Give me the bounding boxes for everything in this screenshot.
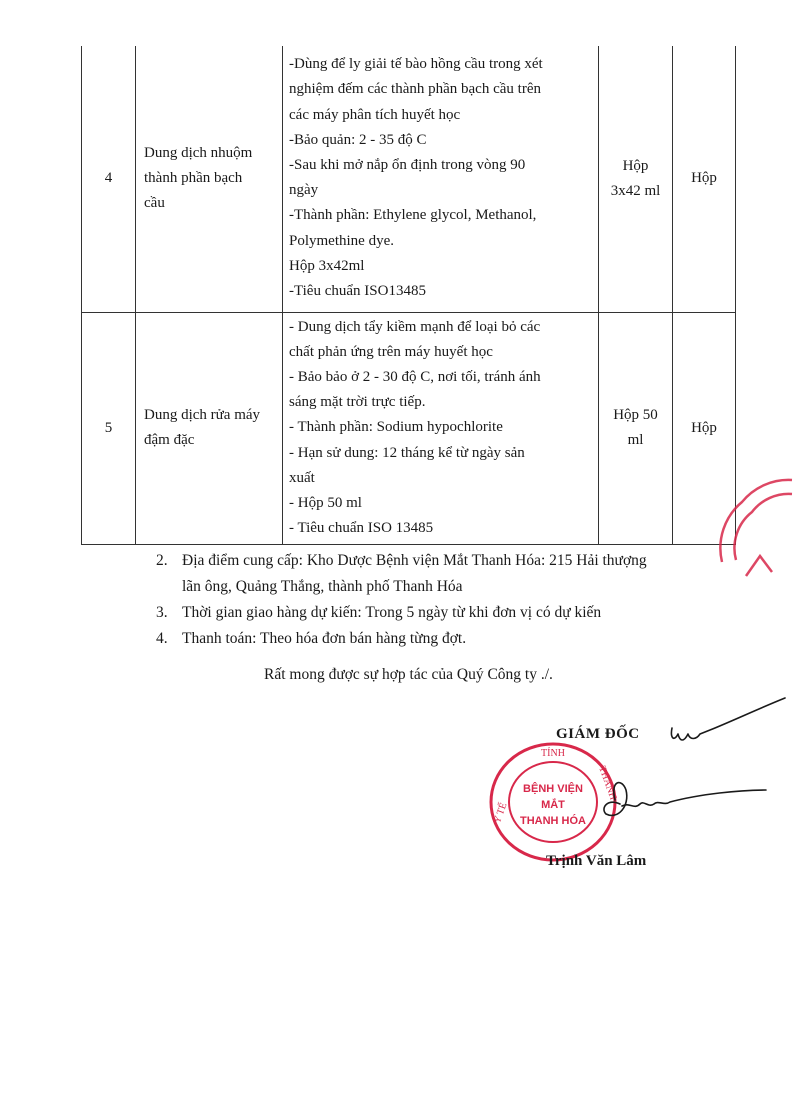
description-line: -Bảo quản: 2 - 35 độ C	[289, 131, 427, 148]
table-row	[82, 46, 736, 312]
unit: Hộp	[673, 312, 736, 545]
description-line: Polymethine dye.	[289, 232, 394, 249]
description-line: Hộp 3x42ml	[289, 257, 365, 274]
description-line: - Hộp 50 ml	[289, 494, 362, 511]
edge-stamp-fragment	[712, 472, 796, 582]
svg-text:THANH: THANH	[596, 764, 619, 802]
description-line: - Hạn sử dung: 12 tháng kể từ ngày sản	[289, 444, 525, 461]
items-table-body	[82, 46, 736, 545]
list-item-line: Thanh toán: Theo hóa đơn bán hàng từng đợt.	[182, 630, 467, 647]
signatory-name: Trịnh Văn Lâm	[546, 853, 647, 869]
product-description	[283, 46, 599, 312]
table-row	[82, 312, 736, 545]
packaging-line: Hộp 50	[613, 407, 658, 424]
product-name-line: Dung dịch nhuộm	[144, 144, 253, 161]
svg-text:Y TẾ: Y TẾ	[491, 801, 510, 826]
list-item	[156, 626, 756, 652]
description-line: - Bảo bảo ở 2 - 30 độ C, nơi tối, tránh ánh	[289, 368, 541, 385]
product-name-line: Dung dịch rửa máy	[144, 407, 261, 424]
list-item	[156, 548, 756, 600]
list-item-number: 4.	[156, 630, 168, 647]
product-name-line: đậm đặc	[144, 432, 195, 449]
packaging-line: Hộp	[622, 157, 649, 174]
description-line: -Tiêu chuẩn ISO13485	[289, 283, 426, 300]
row-number: 5	[82, 312, 136, 545]
svg-text:TỈNH: TỈNH	[541, 748, 565, 759]
description-line: - Tiêu chuẩn ISO 13485	[289, 520, 434, 537]
row-number: 4	[82, 46, 136, 312]
packaging	[599, 312, 673, 545]
stamp-line-3: THANH HÓA	[520, 815, 586, 827]
description-line: xuất	[289, 469, 315, 486]
terms-list	[156, 548, 756, 652]
description-line: nghiệm đếm các thành phần bạch cầu trên	[289, 81, 541, 98]
list-item-line: Thời gian giao hàng dự kiến: Trong 5 ngày từ khi đơn vị có dự kiến	[182, 604, 602, 621]
description-line: -Dùng để ly giải tế bào hồng cầu trong xét	[289, 56, 543, 73]
list-item-number: 2.	[156, 552, 168, 569]
description-line: các máy phân tích huyết học	[289, 106, 461, 123]
stamp-line-1: BỆNH VIỆN	[523, 783, 583, 795]
signature-title: GIÁM ĐỐC	[556, 726, 640, 742]
packaging	[599, 46, 673, 312]
description-line: ngày	[289, 182, 319, 199]
product-name	[136, 46, 283, 312]
list-item-text	[182, 626, 756, 652]
description-line: - Dung dịch tẩy kiềm mạnh để loại bỏ các	[289, 318, 541, 335]
list-item	[156, 600, 756, 626]
description-line: chất phản ứng trên máy huyết học	[289, 343, 493, 360]
product-name-line: cầu	[144, 195, 165, 212]
list-item-text	[182, 548, 756, 600]
packaging-line: 3x42 ml	[610, 182, 661, 199]
packaging-line: ml	[627, 432, 644, 449]
list-item-number: 3.	[156, 604, 168, 621]
description-line: -Sau khi mở nắp ổn định trong vòng 90	[289, 157, 526, 174]
list-item-text	[182, 600, 756, 626]
product-description	[283, 312, 599, 545]
list-item-line: Địa điểm cung cấp: Kho Dược Bệnh viện Mắt Thanh Hóa: 215 Hải thượng	[182, 552, 647, 569]
handwritten-signature	[560, 690, 790, 850]
items-table	[81, 46, 736, 545]
closing-line: Rất mong được sự hợp tác của Quý Công ty ./.	[264, 666, 553, 683]
description-line: sáng mặt trời trực tiếp.	[289, 394, 426, 411]
list-item-line: lãn ông, Quảng Thắng, thành phố Thanh Hóa	[182, 578, 463, 595]
description-line: -Thành phần: Ethylene glycol, Methanol,	[289, 207, 537, 224]
description-line: - Thành phần: Sodium hypochlorite	[289, 419, 503, 436]
unit: Hộp	[673, 46, 736, 312]
product-name	[136, 312, 283, 545]
product-name-line: thành phần bạch	[144, 170, 243, 187]
stamp-line-2: MẮT	[541, 799, 565, 811]
